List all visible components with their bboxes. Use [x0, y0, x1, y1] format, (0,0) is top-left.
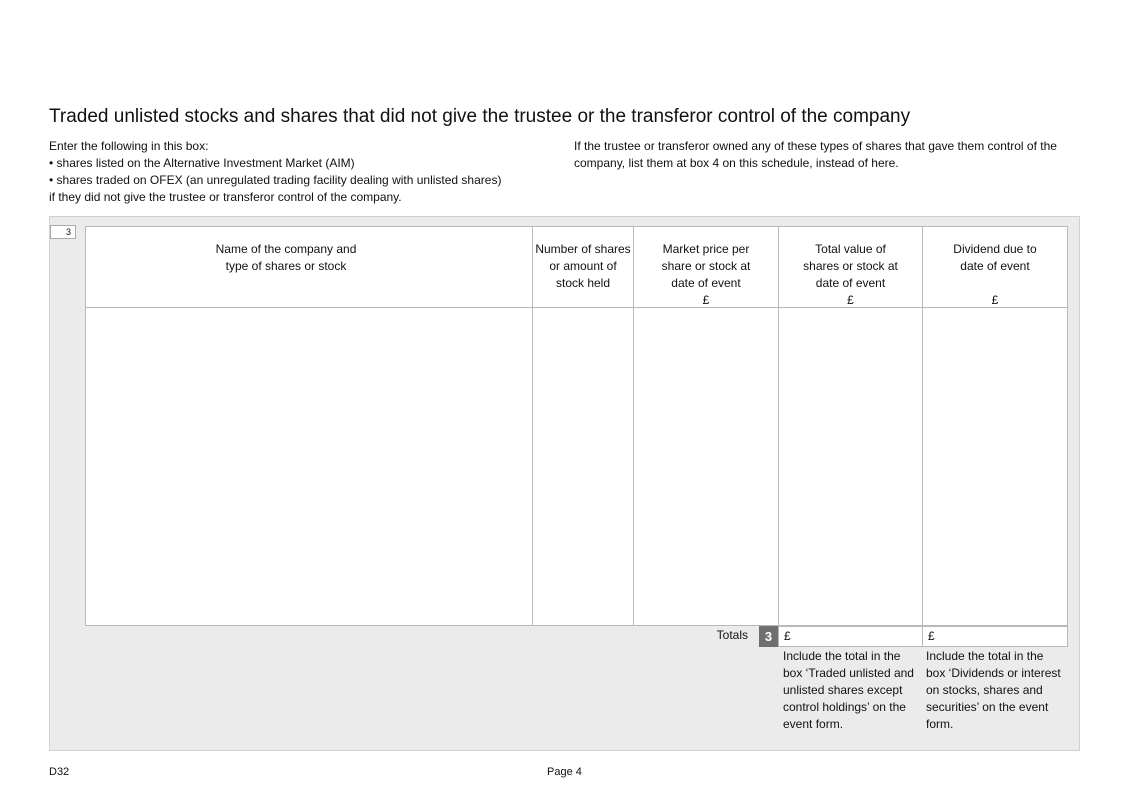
header-market-price	[634, 241, 778, 309]
intro-line: Enter the following in this box:	[49, 139, 209, 153]
totals-label: Totals	[716, 628, 748, 642]
header-label: Name of the company and type of shares or stock	[215, 242, 357, 273]
market-price-entry-area[interactable]	[634, 308, 778, 626]
header-unit: £	[991, 293, 999, 307]
page-number: Page 4	[547, 766, 582, 778]
currency-prefix: £	[928, 629, 935, 643]
header-label: Total value of shares or stock at date of event	[803, 242, 898, 290]
dividend-entry-area[interactable]	[923, 308, 1067, 626]
header-company-name	[86, 241, 486, 275]
header-label: Market price per share or stock at date of event	[661, 242, 751, 290]
box-number: 3	[50, 225, 76, 239]
number-of-shares-entry-area[interactable]	[533, 308, 633, 626]
header-unit: £	[702, 293, 710, 307]
header-number-of-shares	[533, 241, 633, 292]
intro-bullet-aim: • shares listed on the Alternative Investment Market (AIM)	[49, 156, 355, 170]
currency-prefix: £	[784, 629, 791, 643]
header-unit: £	[847, 293, 854, 307]
shares-table	[85, 226, 1068, 626]
header-label: Dividend due to date of event	[953, 242, 1037, 273]
totals-box-number: 3	[759, 626, 778, 647]
section-title: Traded unlisted stocks and shares that did not give the trustee or the transferor control of the company	[49, 106, 911, 127]
total-value-entry-area[interactable]	[779, 308, 922, 626]
total-dividend-field[interactable]	[922, 626, 1068, 647]
header-dividend	[923, 241, 1067, 309]
dividend-guidance: Include the total in the box ‘Dividends or interest on stocks, shares and securities’ on the event form.	[926, 649, 1061, 731]
intro-condition: if they did not give the trustee or transferor control of the company.	[49, 190, 402, 204]
total-value-guidance: Include the total in the box ‘Traded unlisted and unlisted shares except control holdings’ on the event form.	[783, 649, 914, 731]
intro-bullet-ofex: • shares traded on OFEX (an unregulated trading facility dealing with unlisted shares)	[49, 173, 502, 187]
control-note: If the trustee or transferor owned any of these types of shares that gave them control of the company, list them at box 4 on this schedule, instead of here.	[574, 139, 1057, 170]
total-value-field[interactable]	[778, 626, 923, 647]
form-code: D32	[49, 766, 70, 778]
header-total-value	[779, 241, 922, 309]
company-name-entry-area[interactable]	[86, 308, 532, 626]
header-label: Number of shares or amount of stock held	[535, 242, 631, 290]
intro-text	[49, 138, 549, 206]
